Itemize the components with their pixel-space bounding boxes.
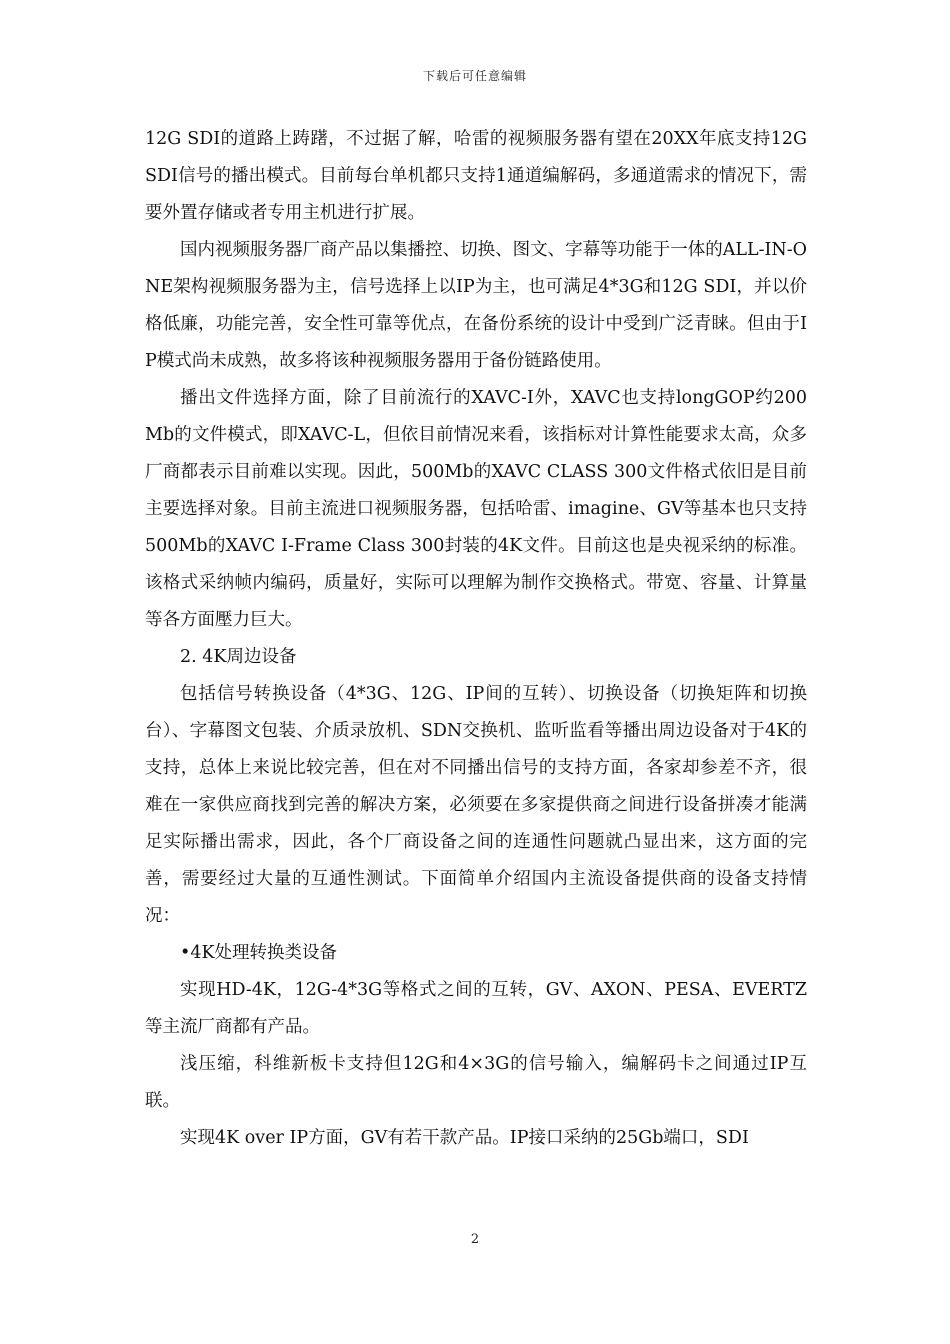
paragraph-4k-over-ip: 实现4K over IP方面，GV有若干款产品。IP接口采纳的25Gb端口，SDI [180, 1128, 749, 1148]
page-header: 下载后可任意编辑 [422, 69, 527, 83]
paragraph-file-format: 播出文件选择方面，除了目前流行的XAVC-I外，XAVC也支持longGOP约200Mb的文件模式，即XAVC-L，但依目前情况来看，该指标对计算性能要求太高，众多厂商都表示目前难以实现。因此，500Mb的XAVC CLASS 300文件格式依旧是目前主要选择对象。目前主流进口视频服务器，包括哈雷、imagine、GV等基本也只支持500Mb的XAVC I-Frame Class 300封装的4K文件。目前这也是央视采纳的标准。该格式采纳帧内编码，质量好，实际可以理解为制作交换格式。带宽、容量、计算量等各方面壓力巨大。 [145, 388, 807, 630]
paragraph-peripheral-devices: 包括信号转换设备（4*3G、12G、IP间的互转）、切换设备（切换矩阵和切换台）、字幕图文包装、介质录放机、SDN交换机、监听监看等播出周边设备对于4K的支持，总体上来说比较完善，但在对不同播出信号的支持方面，各家却参差不齐，很难在一家供应商找到完善的解决方案，必须要在多家提供商之间进行设备拼凑才能满足实际播出需求，因此，各个厂商设备之间的连通性问题就凸显出来，这方面的完善，需要经过大量的互通性测试。下面简单介绍国内主流设备提供商的设备支持情况： [145, 684, 807, 926]
page-number: 2 [470, 1232, 480, 1247]
paragraph-format-conversion: 实现HD-4K，12G-4*3G等格式之间的互转，GV、AXON、PESA、EVERTZ等主流厂商都有产品。 [145, 980, 807, 1037]
paragraph-domestic-servers: 国内视频服务器厂商产品以集播控、切换、图文、字幕等功能于一体的ALL-IN-ONE架构视频服务器为主，信号选择上以IP为主，也可满足4*3G和12G SDI，并以价格低廉，功能完善，安全性可靠等优点，在备份系统的设计中受到广泛青睐。但由于IP模式尚未成熟，故多将该种视频服务器用于备份链路使用。 [145, 240, 807, 371]
document-body [145, 121, 807, 1157]
paragraph-continuation: 12G SDI的道路上踌躇，不过据了解，哈雷的视频服务器有望在20XX年底支持12G SDI信号的播出模式。目前每台单机都只支持1通道编解码，多通道需求的情况下，需要外置存储或者专用主机进行扩展。 [145, 129, 807, 223]
bullet-heading-conversion-devices: •4K处理转换类设备 [180, 943, 338, 963]
paragraph-light-compression: 浅压缩，科维新板卡支持但12G和4×3G的信号输入，编解码卡之间通过IP互联。 [145, 1054, 807, 1111]
section-heading-peripheral-devices: 2. 4K周边设备 [180, 647, 297, 667]
